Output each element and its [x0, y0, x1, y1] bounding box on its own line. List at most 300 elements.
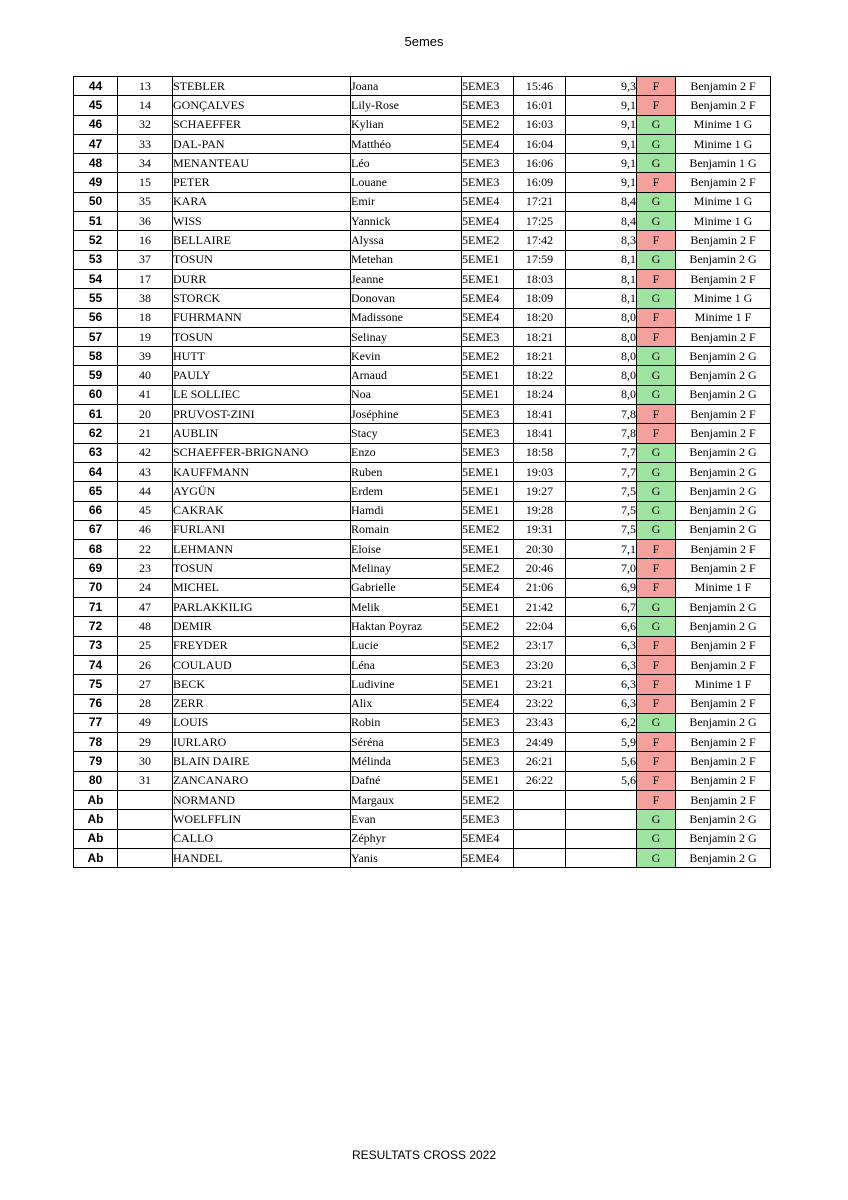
bib-cell: 39	[118, 347, 173, 366]
place-cell: 54	[74, 269, 118, 288]
category-cell: Benjamin 2 G	[676, 385, 771, 404]
time-cell: 23:17	[514, 636, 566, 655]
class-cell: 5EME1	[462, 269, 514, 288]
lastname-cell: SCHAEFFER	[173, 115, 351, 134]
lastname-cell: NORMAND	[173, 790, 351, 809]
bib-cell: 19	[118, 327, 173, 346]
table-row	[74, 636, 771, 655]
time-cell: 21:06	[514, 578, 566, 597]
bib-cell: 38	[118, 289, 173, 308]
sex-cell: F	[637, 405, 676, 424]
table-row	[74, 520, 771, 539]
speed-cell: 8,4	[566, 192, 637, 211]
category-cell: Benjamin 2 G	[676, 250, 771, 269]
lastname-cell: IURLARO	[173, 733, 351, 752]
firstname-cell: Alix	[351, 694, 462, 713]
lastname-cell: ZANCANARO	[173, 771, 351, 790]
speed-cell: 8,0	[566, 308, 637, 327]
sex-cell: F	[637, 269, 676, 288]
speed-cell: 7,7	[566, 443, 637, 462]
category-cell: Benjamin 2 F	[676, 173, 771, 192]
bib-cell	[118, 810, 173, 829]
place-cell: 45	[74, 96, 118, 115]
category-cell: Benjamin 2 G	[676, 347, 771, 366]
lastname-cell: PARLAKKILIG	[173, 598, 351, 617]
lastname-cell: LEHMANN	[173, 540, 351, 559]
class-cell: 5EME3	[462, 810, 514, 829]
time-cell: 23:21	[514, 675, 566, 694]
lastname-cell: ZERR	[173, 694, 351, 713]
sex-cell: G	[637, 250, 676, 269]
category-cell: Benjamin 2 F	[676, 655, 771, 674]
firstname-cell: Louane	[351, 173, 462, 192]
bib-cell: 35	[118, 192, 173, 211]
sex-cell: F	[637, 655, 676, 674]
time-cell: 23:22	[514, 694, 566, 713]
speed-cell: 9,1	[566, 115, 637, 134]
class-cell: 5EME3	[462, 752, 514, 771]
bib-cell: 18	[118, 308, 173, 327]
time-cell	[514, 848, 566, 867]
sex-cell: F	[637, 308, 676, 327]
firstname-cell: Hamdi	[351, 501, 462, 520]
place-cell: 75	[74, 675, 118, 694]
class-cell: 5EME3	[462, 77, 514, 96]
place-cell: 55	[74, 289, 118, 308]
speed-cell: 7,1	[566, 540, 637, 559]
place-cell: 71	[74, 598, 118, 617]
table-row	[74, 733, 771, 752]
category-cell: Benjamin 2 F	[676, 733, 771, 752]
table-row	[74, 96, 771, 115]
class-cell: 5EME2	[462, 520, 514, 539]
time-cell: 19:31	[514, 520, 566, 539]
bib-cell: 27	[118, 675, 173, 694]
class-cell: 5EME2	[462, 347, 514, 366]
sex-cell: G	[637, 829, 676, 848]
time-cell: 23:43	[514, 713, 566, 732]
firstname-cell: Eloise	[351, 540, 462, 559]
lastname-cell: LOUIS	[173, 713, 351, 732]
time-cell	[514, 810, 566, 829]
speed-cell: 6,3	[566, 675, 637, 694]
class-cell: 5EME1	[462, 501, 514, 520]
table-row	[74, 540, 771, 559]
place-cell: Ab	[74, 848, 118, 867]
bib-cell: 26	[118, 655, 173, 674]
place-cell: 46	[74, 115, 118, 134]
time-cell: 16:03	[514, 115, 566, 134]
speed-cell: 6,3	[566, 694, 637, 713]
speed-cell: 7,8	[566, 405, 637, 424]
table-row	[74, 675, 771, 694]
lastname-cell: STORCK	[173, 289, 351, 308]
class-cell: 5EME4	[462, 578, 514, 597]
sex-cell: G	[637, 501, 676, 520]
table-row	[74, 848, 771, 867]
place-cell: 65	[74, 482, 118, 501]
place-cell: 72	[74, 617, 118, 636]
place-cell: 57	[74, 327, 118, 346]
lastname-cell: FURLANI	[173, 520, 351, 539]
sex-cell: G	[637, 810, 676, 829]
time-cell: 18:21	[514, 327, 566, 346]
bib-cell: 49	[118, 713, 173, 732]
sex-cell: G	[637, 462, 676, 481]
firstname-cell: Léo	[351, 154, 462, 173]
time-cell: 16:04	[514, 134, 566, 153]
time-cell: 24:49	[514, 733, 566, 752]
time-cell: 26:22	[514, 771, 566, 790]
speed-cell: 7,5	[566, 520, 637, 539]
category-cell: Benjamin 2 G	[676, 501, 771, 520]
class-cell: 5EME3	[462, 405, 514, 424]
time-cell: 18:03	[514, 269, 566, 288]
sex-cell: F	[637, 173, 676, 192]
bib-cell: 45	[118, 501, 173, 520]
table-row	[74, 154, 771, 173]
lastname-cell: TOSUN	[173, 559, 351, 578]
bib-cell: 41	[118, 385, 173, 404]
place-cell: Ab	[74, 810, 118, 829]
category-cell: Benjamin 2 F	[676, 405, 771, 424]
speed-cell: 9,1	[566, 134, 637, 153]
bib-cell: 42	[118, 443, 173, 462]
place-cell: 47	[74, 134, 118, 153]
category-cell: Minime 1 G	[676, 115, 771, 134]
sex-cell: G	[637, 212, 676, 231]
table-row	[74, 385, 771, 404]
bib-cell: 32	[118, 115, 173, 134]
table-row	[74, 192, 771, 211]
lastname-cell: AYGÜN	[173, 482, 351, 501]
lastname-cell: HANDEL	[173, 848, 351, 867]
firstname-cell: Dafné	[351, 771, 462, 790]
lastname-cell: DURR	[173, 269, 351, 288]
speed-cell: 6,3	[566, 636, 637, 655]
time-cell: 18:58	[514, 443, 566, 462]
category-cell: Minime 1 G	[676, 192, 771, 211]
place-cell: 78	[74, 733, 118, 752]
firstname-cell: Yannick	[351, 212, 462, 231]
class-cell: 5EME1	[462, 598, 514, 617]
firstname-cell: Enzo	[351, 443, 462, 462]
lastname-cell: WOELFFLIN	[173, 810, 351, 829]
lastname-cell: FREYDER	[173, 636, 351, 655]
class-cell: 5EME4	[462, 308, 514, 327]
bib-cell: 20	[118, 405, 173, 424]
bib-cell: 24	[118, 578, 173, 597]
category-cell: Benjamin 2 F	[676, 327, 771, 346]
sex-cell: F	[637, 327, 676, 346]
table-row	[74, 462, 771, 481]
category-cell: Benjamin 2 G	[676, 713, 771, 732]
category-cell: Benjamin 2 F	[676, 96, 771, 115]
firstname-cell: Evan	[351, 810, 462, 829]
place-cell: 74	[74, 655, 118, 674]
class-cell: 5EME1	[462, 462, 514, 481]
lastname-cell: TOSUN	[173, 327, 351, 346]
bib-cell: 33	[118, 134, 173, 153]
place-cell: 56	[74, 308, 118, 327]
class-cell: 5EME1	[462, 771, 514, 790]
class-cell: 5EME2	[462, 790, 514, 809]
sex-cell: G	[637, 482, 676, 501]
class-cell: 5EME4	[462, 829, 514, 848]
bib-cell: 15	[118, 173, 173, 192]
place-cell: Ab	[74, 829, 118, 848]
bib-cell: 23	[118, 559, 173, 578]
table-row	[74, 559, 771, 578]
category-cell: Benjamin 2 F	[676, 231, 771, 250]
time-cell: 23:20	[514, 655, 566, 674]
category-cell: Minime 1 G	[676, 212, 771, 231]
category-cell: Benjamin 2 F	[676, 269, 771, 288]
firstname-cell: Melinay	[351, 559, 462, 578]
table-row	[74, 501, 771, 520]
place-cell: 52	[74, 231, 118, 250]
speed-cell: 8,4	[566, 212, 637, 231]
place-cell: 63	[74, 443, 118, 462]
table-row	[74, 424, 771, 443]
page-header: 5emes	[404, 34, 444, 49]
speed-cell: 6,2	[566, 713, 637, 732]
time-cell: 19:03	[514, 462, 566, 481]
place-cell: 66	[74, 501, 118, 520]
time-cell: 18:41	[514, 405, 566, 424]
sex-cell: G	[637, 289, 676, 308]
lastname-cell: FUHRMANN	[173, 308, 351, 327]
firstname-cell: Joana	[351, 77, 462, 96]
class-cell: 5EME2	[462, 617, 514, 636]
time-cell: 20:30	[514, 540, 566, 559]
firstname-cell: Lily-Rose	[351, 96, 462, 115]
firstname-cell: Haktan Poyraz	[351, 617, 462, 636]
class-cell: 5EME3	[462, 424, 514, 443]
bib-cell: 16	[118, 231, 173, 250]
class-cell: 5EME4	[462, 192, 514, 211]
table-row	[74, 173, 771, 192]
table-row	[74, 443, 771, 462]
sex-cell: G	[637, 366, 676, 385]
class-cell: 5EME1	[462, 482, 514, 501]
speed-cell: 8,1	[566, 269, 637, 288]
table-row	[74, 713, 771, 732]
speed-cell: 7,0	[566, 559, 637, 578]
firstname-cell: Jeanne	[351, 269, 462, 288]
firstname-cell: Ludivine	[351, 675, 462, 694]
sex-cell: G	[637, 385, 676, 404]
speed-cell: 8,0	[566, 385, 637, 404]
sex-cell: F	[637, 578, 676, 597]
place-cell: 60	[74, 385, 118, 404]
bib-cell: 17	[118, 269, 173, 288]
firstname-cell: Lucie	[351, 636, 462, 655]
speed-cell: 8,0	[566, 366, 637, 385]
sex-cell: G	[637, 154, 676, 173]
speed-cell: 8,0	[566, 327, 637, 346]
category-cell: Benjamin 2 G	[676, 829, 771, 848]
bib-cell: 22	[118, 540, 173, 559]
class-cell: 5EME3	[462, 327, 514, 346]
class-cell: 5EME4	[462, 289, 514, 308]
category-cell: Benjamin 2 F	[676, 424, 771, 443]
category-cell: Minime 1 F	[676, 675, 771, 694]
place-cell: Ab	[74, 790, 118, 809]
table-row	[74, 771, 771, 790]
speed-cell: 9,1	[566, 173, 637, 192]
bib-cell: 37	[118, 250, 173, 269]
lastname-cell: MENANTEAU	[173, 154, 351, 173]
speed-cell: 6,9	[566, 578, 637, 597]
bib-cell: 34	[118, 154, 173, 173]
speed-cell: 7,5	[566, 482, 637, 501]
time-cell: 18:20	[514, 308, 566, 327]
firstname-cell: Arnaud	[351, 366, 462, 385]
bib-cell	[118, 848, 173, 867]
firstname-cell: Kevin	[351, 347, 462, 366]
place-cell: 48	[74, 154, 118, 173]
sex-cell: G	[637, 520, 676, 539]
sex-cell: F	[637, 540, 676, 559]
category-cell: Benjamin 2 G	[676, 598, 771, 617]
time-cell: 22:04	[514, 617, 566, 636]
speed-cell: 6,7	[566, 598, 637, 617]
firstname-cell: Alyssa	[351, 231, 462, 250]
bib-cell: 40	[118, 366, 173, 385]
firstname-cell: Margaux	[351, 790, 462, 809]
class-cell: 5EME3	[462, 733, 514, 752]
time-cell: 15:46	[514, 77, 566, 96]
time-cell: 16:06	[514, 154, 566, 173]
place-cell: 53	[74, 250, 118, 269]
bib-cell: 21	[118, 424, 173, 443]
firstname-cell: Emir	[351, 192, 462, 211]
lastname-cell: PRUVOST-ZINI	[173, 405, 351, 424]
sex-cell: F	[637, 675, 676, 694]
speed-cell: 8,3	[566, 231, 637, 250]
class-cell: 5EME1	[462, 250, 514, 269]
category-cell: Minime 1 F	[676, 308, 771, 327]
speed-cell: 9,1	[566, 96, 637, 115]
lastname-cell: SCHAEFFER-BRIGNANO	[173, 443, 351, 462]
table-row	[74, 694, 771, 713]
place-cell: 58	[74, 347, 118, 366]
place-cell: 59	[74, 366, 118, 385]
bib-cell: 36	[118, 212, 173, 231]
table-row	[74, 810, 771, 829]
category-cell: Minime 1 G	[676, 134, 771, 153]
time-cell: 16:01	[514, 96, 566, 115]
lastname-cell: MICHEL	[173, 578, 351, 597]
category-cell: Benjamin 2 F	[676, 790, 771, 809]
speed-cell	[566, 848, 637, 867]
class-cell: 5EME4	[462, 212, 514, 231]
speed-cell: 6,6	[566, 617, 637, 636]
speed-cell	[566, 790, 637, 809]
bib-cell: 44	[118, 482, 173, 501]
category-cell: Benjamin 2 G	[676, 482, 771, 501]
lastname-cell: CAKRAK	[173, 501, 351, 520]
bib-cell: 13	[118, 77, 173, 96]
results-table	[73, 76, 771, 868]
speed-cell: 8,1	[566, 250, 637, 269]
sex-cell: G	[637, 598, 676, 617]
category-cell: Benjamin 2 G	[676, 366, 771, 385]
table-row	[74, 289, 771, 308]
time-cell: 20:46	[514, 559, 566, 578]
category-cell: Benjamin 2 G	[676, 810, 771, 829]
sex-cell: G	[637, 192, 676, 211]
table-row	[74, 212, 771, 231]
results-body	[74, 77, 771, 868]
lastname-cell: BLAIN DAIRE	[173, 752, 351, 771]
bib-cell	[118, 790, 173, 809]
lastname-cell: HUTT	[173, 347, 351, 366]
sex-cell: F	[637, 559, 676, 578]
class-cell: 5EME3	[462, 443, 514, 462]
time-cell: 26:21	[514, 752, 566, 771]
time-cell: 18:41	[514, 424, 566, 443]
class-cell: 5EME2	[462, 231, 514, 250]
bib-cell: 46	[118, 520, 173, 539]
class-cell: 5EME3	[462, 154, 514, 173]
sex-cell: F	[637, 694, 676, 713]
table-row	[74, 482, 771, 501]
firstname-cell: Metehan	[351, 250, 462, 269]
firstname-cell: Robin	[351, 713, 462, 732]
place-cell: 64	[74, 462, 118, 481]
table-row	[74, 655, 771, 674]
place-cell: 67	[74, 520, 118, 539]
place-cell: 68	[74, 540, 118, 559]
category-cell: Benjamin 2 F	[676, 694, 771, 713]
category-cell: Benjamin 2 G	[676, 462, 771, 481]
firstname-cell: Zéphyr	[351, 829, 462, 848]
place-cell: 69	[74, 559, 118, 578]
time-cell: 18:21	[514, 347, 566, 366]
sex-cell: F	[637, 790, 676, 809]
speed-cell: 5,6	[566, 752, 637, 771]
firstname-cell: Donovan	[351, 289, 462, 308]
sex-cell: F	[637, 636, 676, 655]
firstname-cell: Romain	[351, 520, 462, 539]
class-cell: 5EME2	[462, 636, 514, 655]
place-cell: 50	[74, 192, 118, 211]
firstname-cell: Melik	[351, 598, 462, 617]
speed-cell: 9,3	[566, 77, 637, 96]
class-cell: 5EME3	[462, 173, 514, 192]
category-cell: Benjamin 1 G	[676, 154, 771, 173]
page-footer: RESULTATS CROSS 2022	[351, 1148, 497, 1162]
class-cell: 5EME2	[462, 559, 514, 578]
sex-cell: G	[637, 443, 676, 462]
table-row	[74, 308, 771, 327]
firstname-cell: Gabrielle	[351, 578, 462, 597]
firstname-cell: Léna	[351, 655, 462, 674]
time-cell: 17:42	[514, 231, 566, 250]
sex-cell: F	[637, 231, 676, 250]
bib-cell: 25	[118, 636, 173, 655]
sex-cell: F	[637, 733, 676, 752]
class-cell: 5EME1	[462, 385, 514, 404]
table-row	[74, 115, 771, 134]
speed-cell: 6,3	[566, 655, 637, 674]
speed-cell: 5,6	[566, 771, 637, 790]
lastname-cell: BECK	[173, 675, 351, 694]
lastname-cell: KARA	[173, 192, 351, 211]
sex-cell: G	[637, 848, 676, 867]
